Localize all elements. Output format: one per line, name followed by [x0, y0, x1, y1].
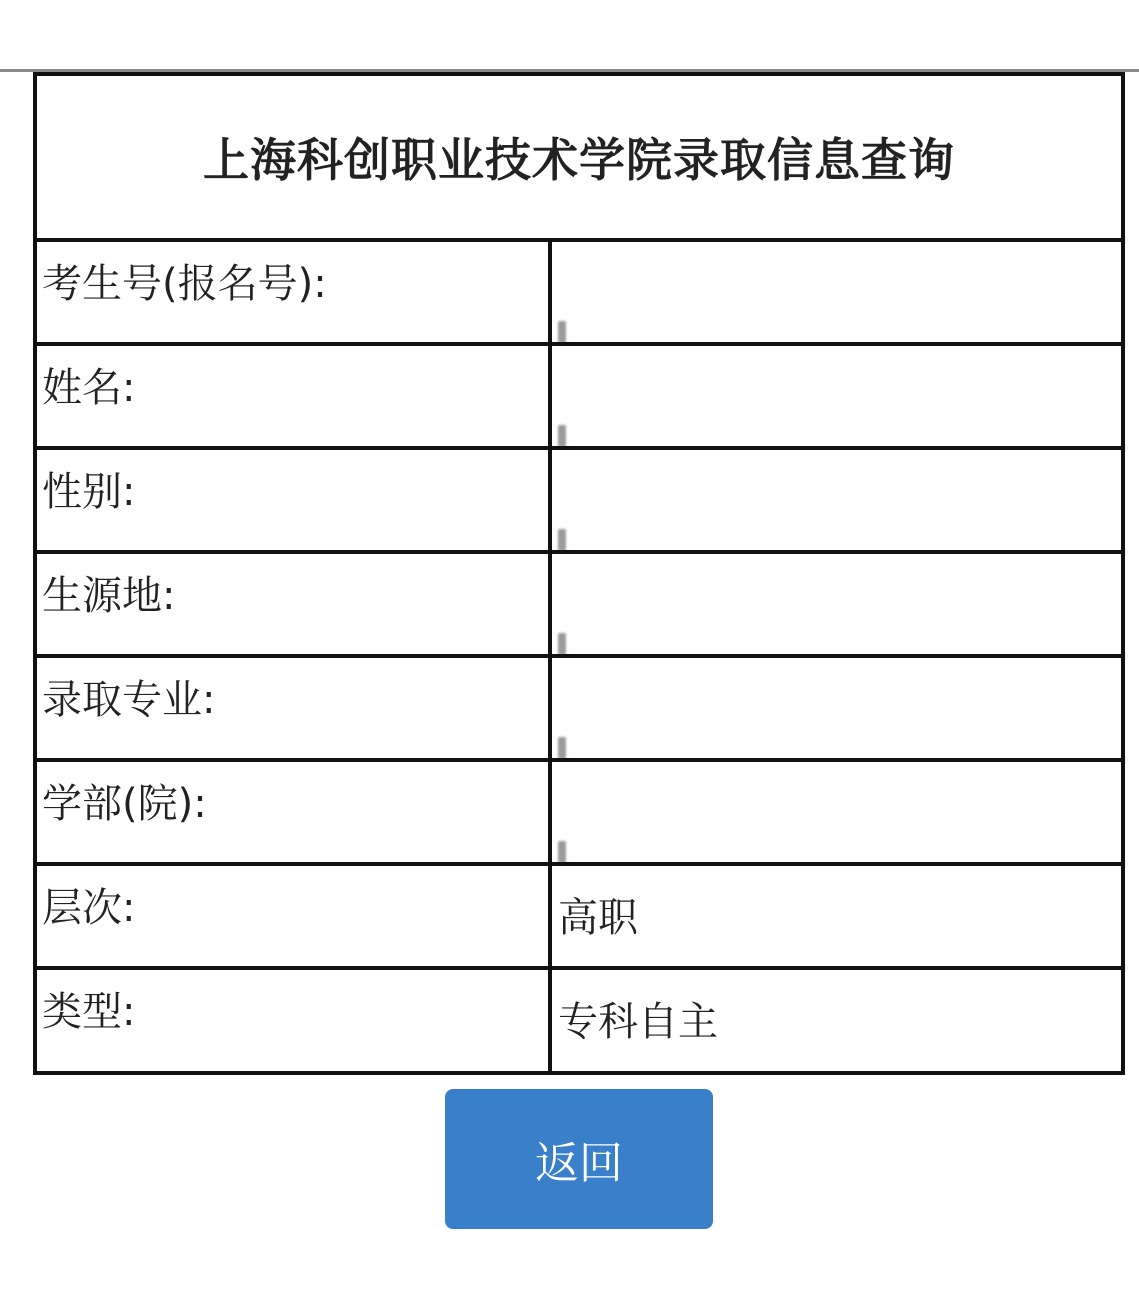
value-name	[552, 346, 1121, 446]
label-origin: 生源地:	[37, 554, 552, 654]
back-button[interactable]: 返回	[445, 1089, 713, 1229]
row-type	[37, 970, 1121, 1071]
value-exam-number	[552, 242, 1121, 342]
label-major: 录取专业:	[37, 658, 552, 758]
label-exam-number: 考生号(报名号):	[37, 242, 552, 342]
value-department	[552, 762, 1121, 862]
row-exam-number	[37, 242, 1121, 346]
row-major	[37, 658, 1121, 762]
row-gender	[37, 450, 1121, 554]
label-level: 层次:	[37, 866, 552, 966]
row-department	[37, 762, 1121, 866]
label-type: 类型:	[37, 970, 552, 1071]
row-origin	[37, 554, 1121, 658]
row-name	[37, 346, 1121, 450]
page-title: 上海科创职业技术学院录取信息查询	[203, 133, 955, 187]
value-level: 高职	[558, 895, 638, 941]
value-major	[552, 658, 1121, 758]
title-cell	[37, 76, 1121, 242]
label-gender: 性别:	[37, 450, 552, 550]
result-rows	[37, 242, 1121, 1071]
label-department: 学部(院):	[37, 762, 552, 862]
row-level	[37, 866, 1121, 970]
value-type: 专科自主	[558, 999, 718, 1045]
value-gender	[552, 450, 1121, 550]
label-name: 姓名:	[37, 346, 552, 446]
admission-result-table	[33, 72, 1125, 1075]
value-origin	[552, 554, 1121, 654]
